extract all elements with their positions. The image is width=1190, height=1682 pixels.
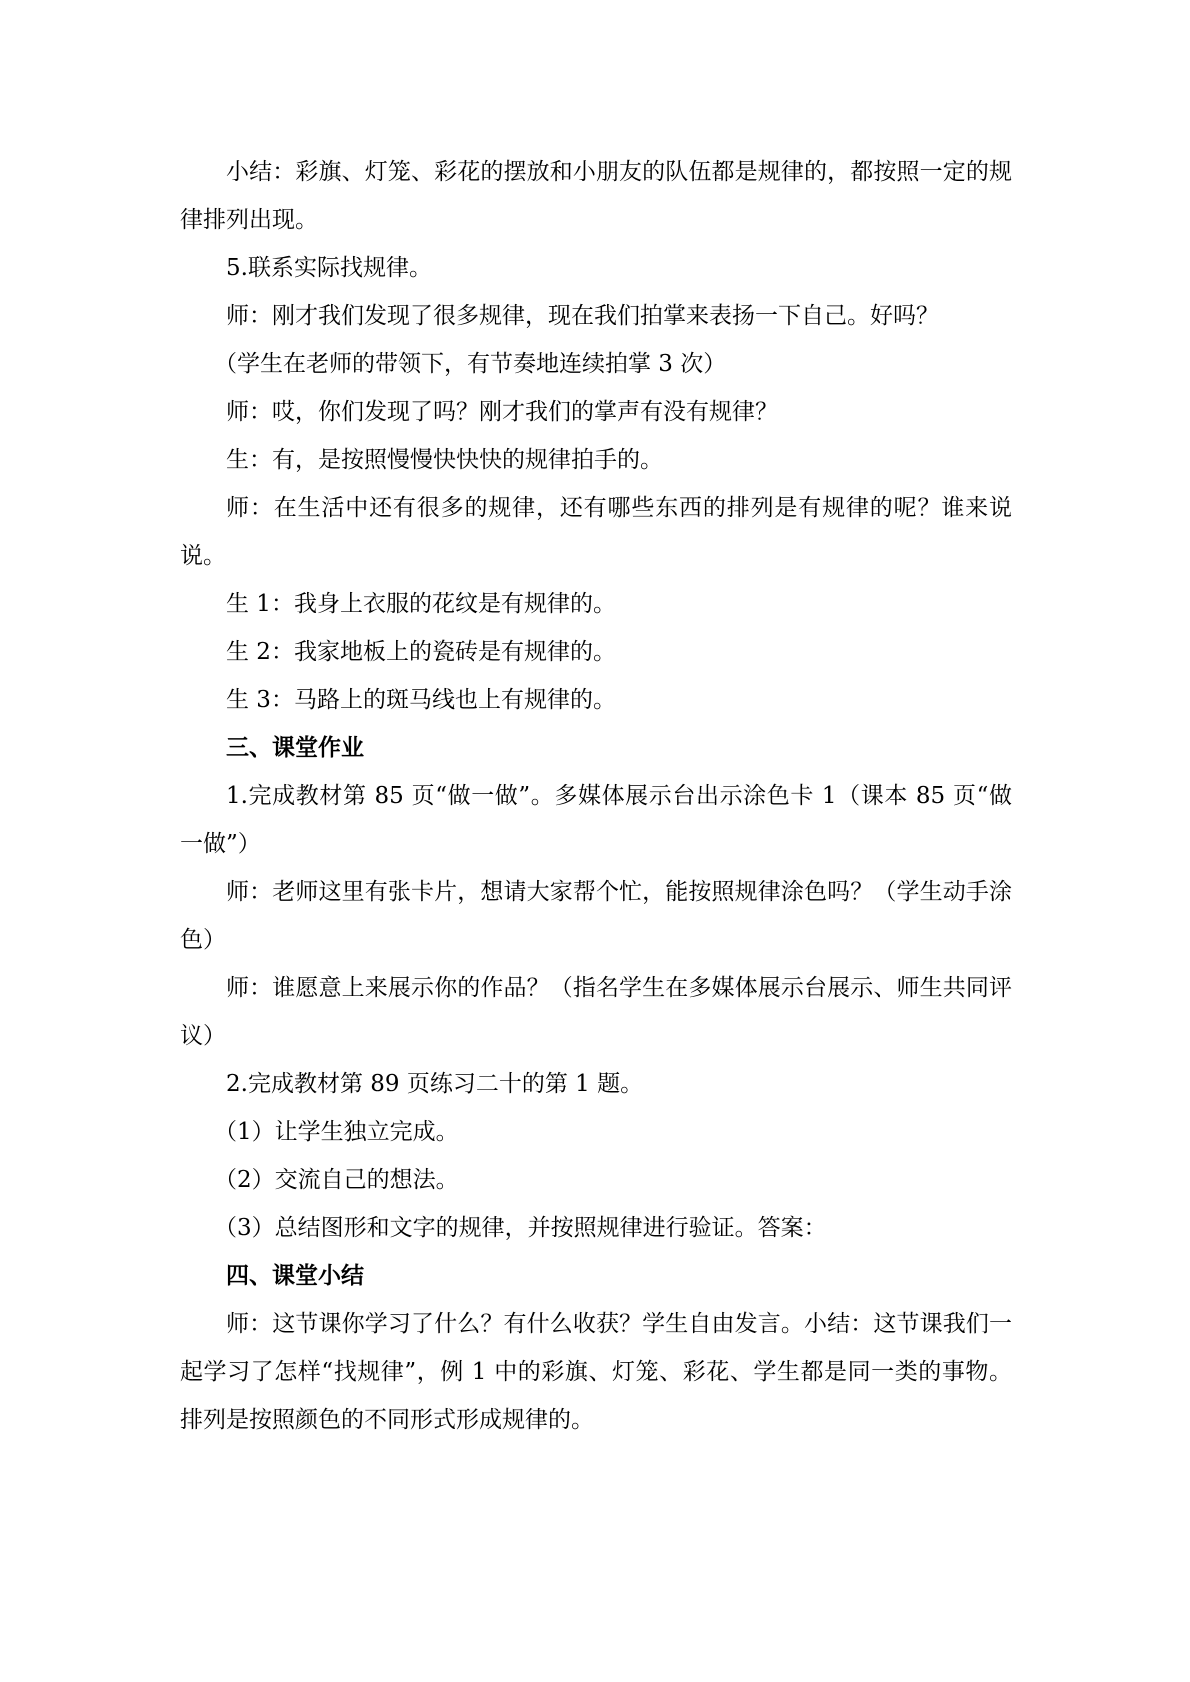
paragraph-exercise-1: 1.完成教材第 85 页“做一做”。多媒体展示台出示涂色卡 1（课本 85 页“做一做”） [180, 783, 1012, 857]
paragraph-student-1: 生：有，是按照慢慢快快快的规律拍手的。 [226, 447, 663, 473]
paragraph-step-5: 5.联系实际找规律。 [226, 255, 432, 281]
paragraph-teacher-1: 师：刚才我们发现了很多规律，现在我们拍掌来表扬一下自己。好吗？ [226, 303, 939, 329]
paragraph-step-c: （3）总结图形和文字的规律，并按照规律进行验证。答案： [214, 1215, 827, 1241]
document-body [180, 148, 1012, 1444]
section-heading-homework: 三、课堂作业 [226, 735, 364, 761]
paragraph-teacher-5: 师：谁愿意上来展示你的作品？（指名学生在多媒体展示台展示、师生共同评议） [180, 975, 1012, 1049]
paragraph-step-b: （2）交流自己的想法。 [214, 1167, 459, 1193]
paragraph-teacher-4: 师：老师这里有张卡片，想请大家帮个忙，能按照规律涂色吗？（学生动手涂色） [180, 879, 1012, 953]
paragraph-student-c: 生 3：马路上的斑马线也上有规律的。 [226, 687, 616, 713]
paragraph-student-b: 生 2：我家地板上的瓷砖是有规律的。 [226, 639, 616, 665]
paragraph-student-a: 生 1：我身上衣服的花纹是有规律的。 [226, 591, 616, 617]
paragraph-teacher-3: 师：在生活中还有很多的规律，还有哪些东西的排列是有规律的呢？谁来说说。 [180, 495, 1012, 569]
paragraph-exercise-2: 2.完成教材第 89 页练习二十的第 1 题。 [226, 1071, 644, 1097]
section-heading-summary: 四、课堂小结 [226, 1263, 364, 1289]
paragraph-final-summary: 师：这节课你学习了什么？有什么收获？学生自由发言。小结：这节课我们一起学习了怎样“找规律”，例 1 中的彩旗、灯笼、彩花、学生都是同一类的事物。排列是按照颜色的不同形式形成规律的。 [180, 1311, 1012, 1433]
paragraph-teacher-2: 师：哎，你们发现了吗？刚才我们的掌声有没有规律？ [226, 399, 778, 425]
paragraph-summary: 小结：彩旗、灯笼、彩花的摆放和小朋友的队伍都是规律的，都按照一定的规律排列出现。 [180, 159, 1012, 233]
paragraph-stage-direction: （学生在老师的带领下，有节奏地连续拍掌 3 次） [214, 351, 727, 377]
paragraph-step-a: （1）让学生独立完成。 [214, 1119, 459, 1145]
